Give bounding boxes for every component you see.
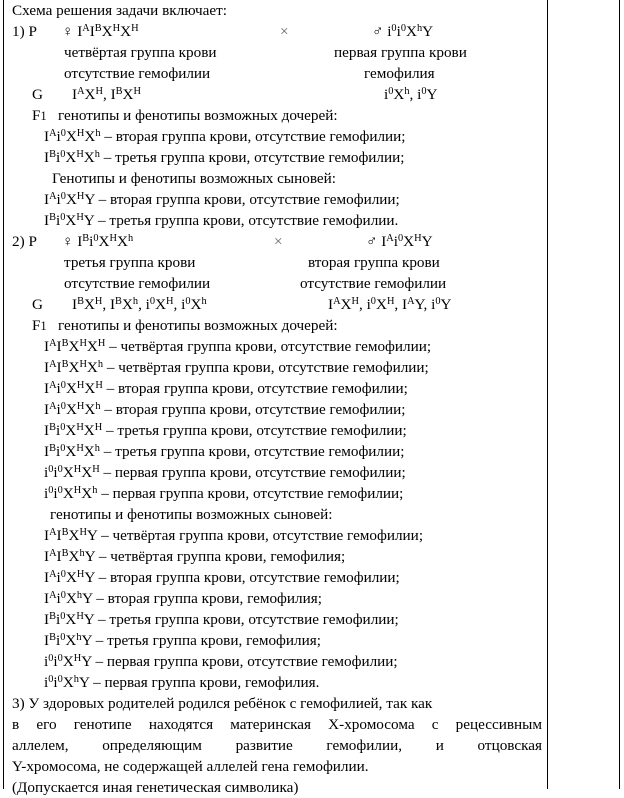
p1-f1-label: F1 [32,107,47,124]
p1-daughters-heading: генотипы и фенотипы возможных дочерей: [58,107,338,124]
p1-male-phenotype-2: гемофилия [364,65,435,82]
p2-daughters-list [12,336,542,504]
p2-phenotype-line-1 [12,252,542,273]
p1-female-phenotype-1: четвёртая группа крови [64,44,217,61]
p1-son-item: $I^Bi^0X^HY$ – третья группа крови, отсутствие гемофилии. [44,212,399,229]
p2-daughter-item: $I^AI^BX^HX^H$ – четвёртая группа крови, отсутствие гемофилии; [44,338,432,355]
p2-daughter-item: $I^AI^BX^HX^h$ – четвёртая группа крови, отсутствие гемофилии; [44,359,429,376]
p1-gametes-label: G [32,86,43,103]
p1-male-gametes: $i^0X^h$, $i^0Y$ [384,86,438,103]
intro-line: Схема решения задачи включает: [12,2,227,19]
p2-parents-line [12,231,542,252]
p2-female-gametes: $I^BX^H$, $I^BX^h$, $i^0X^H$, $i^0X^h$ [72,296,207,313]
p2-male-phenotype-1: вторая группа крови [308,254,440,271]
p1-daughters-list [12,126,542,168]
p2-sons-list [12,525,542,693]
p2-son-item: $I^AI^BX^HY$ – четвёртая группа крови, отсутствие гемофилии; [44,527,424,544]
conclusion-line-2: в его генотипе находятся материнская X-хромосома с рецессивным [12,716,542,733]
p1-female-phenotype-2: отсутствие гемофилии [64,65,211,82]
table-right-border [619,0,620,789]
p1-male-genotype: ♂ $i^0i^0X^hY$ [372,23,434,40]
p2-gametes-label: G [32,296,43,313]
p2-cross-sign: × [274,233,283,250]
conclusion-line-4: Y-хромосома, не содержащей аллелей гена гемофилии. [12,758,369,775]
p1-cross-sign: × [280,23,289,40]
p1-f1-line [12,105,542,126]
p2-female-phenotype-2: отсутствие гемофилии [64,275,211,292]
p2-son-item: $i^0i^0X^hY$ – первая группа крови, гемофилия. [44,674,320,691]
p1-female-genotype: ♀ $I^AI^BX^HX^H$ [62,23,139,40]
p2-daughter-item: $I^Bi^0X^HX^H$ – третья группа крови, отсутствие гемофилии; [44,422,407,439]
p2-daughter-item: $I^Bi^0X^HX^h$ – третья группа крови, отсутствие гемофилии; [44,443,405,460]
p1-label: 1) P [12,23,37,40]
solution-text [12,0,542,798]
symbolics-note: (Допускается иная генетическая символика) [12,779,299,796]
p1-son-item: $I^Ai^0X^HY$ – вторая группа крови, отсутствие гемофилии; [44,191,400,208]
p2-daughter-item: $i^0i^0X^HX^h$ – первая группа крови, отсутствие гемофилии; [44,485,404,502]
p1-daughter-item: $I^Ai^0X^HX^h$ – вторая группа крови, отсутствие гемофилии; [44,128,406,145]
p1-sons-heading: Генотипы и фенотипы возможных сыновей: [52,170,337,187]
table-left-border [3,0,4,789]
p2-son-item: $I^Ai^0X^hY$ – вторая группа крови, гемофилия; [44,590,322,607]
table-column-divider [547,0,548,789]
p2-son-item: $i^0i^0X^HY$ – первая группа крови, отсутствие гемофилии; [44,653,398,670]
p1-daughter-item: $I^Bi^0X^HX^h$ – третья группа крови, отсутствие гемофилии; [44,149,405,166]
p2-phenotype-line-2 [12,273,542,294]
p1-male-phenotype-1: первая группа крови [334,44,467,61]
p2-f1-label: F1 [32,317,47,334]
p2-label: 2) P [12,233,37,250]
p2-daughters-heading: генотипы и фенотипы возможных дочерей: [58,317,338,334]
p2-son-item: $I^Bi^0X^hY$ – третья группа крови, гемофилия; [44,632,321,649]
conclusion-line-1: 3) У здоровых родителей родился ребёнок с гемофилией, так как [12,695,433,712]
p1-sons-list [12,189,542,231]
p2-female-phenotype-1: третья группа крови [64,254,196,271]
p1-phenotype-line-1 [12,42,542,63]
p2-son-item: $I^Ai^0X^HY$ – вторая группа крови, отсутствие гемофилии; [44,569,400,586]
p2-male-genotype: ♂ $I^Ai^0X^HY$ [366,233,433,250]
p2-gametes-line [12,294,542,315]
p2-son-item: $I^AI^BX^hY$ – четвёртая группа крови, гемофилия; [44,548,346,565]
p2-daughter-item: $I^Ai^0X^HX^h$ – вторая группа крови, отсутствие гемофилии; [44,401,406,418]
p2-female-genotype: ♀ $I^Bi^0X^HX^h$ [62,233,134,250]
conclusion-line-3: аллелем, определяющим развитие гемофилии, и отцовская [12,737,542,754]
p2-male-phenotype-2: отсутствие гемофилии [300,275,447,292]
p2-male-gametes: $I^AX^H$, $i^0X^H$, $I^AY$, $i^0Y$ [328,296,452,313]
p1-female-gametes: $I^AX^H$, $I^BX^H$ [72,86,141,103]
p2-f1-line [12,315,542,336]
p1-parents-line [12,21,542,42]
p1-phenotype-line-2 [12,63,542,84]
p2-daughter-item: $I^Ai^0X^HX^H$ – вторая группа крови, отсутствие гемофилии; [44,380,408,397]
p1-gametes-line [12,84,542,105]
p2-son-item: $I^Bi^0X^HY$ – третья группа крови, отсутствие гемофилии; [44,611,399,628]
p2-sons-heading: генотипы и фенотипы возможных сыновей: [50,506,333,523]
p2-daughter-item: $i^0i^0X^HX^H$ – первая группа крови, отсутствие гемофилии; [44,464,406,481]
